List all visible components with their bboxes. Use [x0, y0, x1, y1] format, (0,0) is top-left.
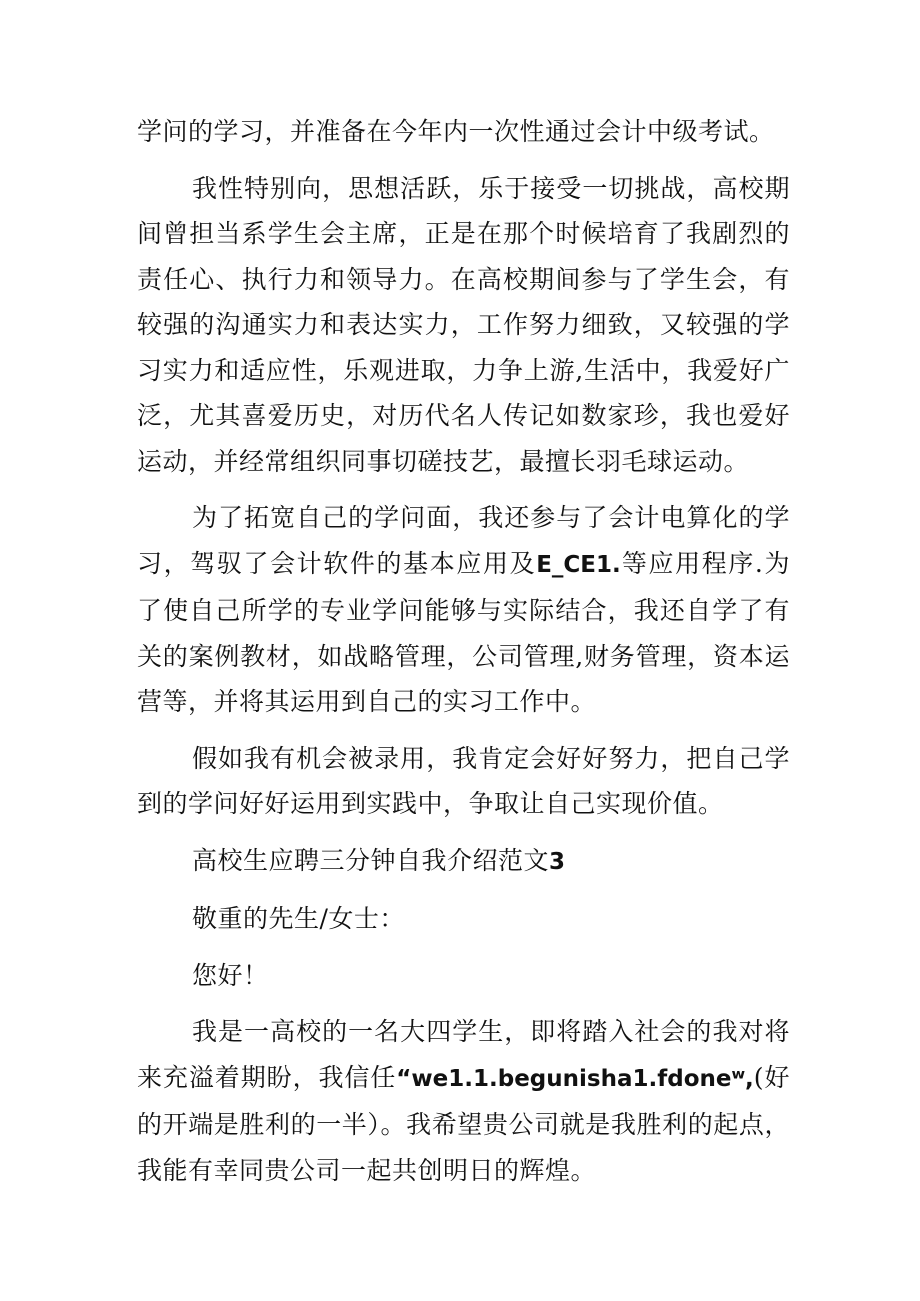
greeting-line: [137, 896, 790, 942]
paragraph-3-text-a: 为了拓宽自己的学问面，我还参与了会计电算化的学习，驾驭了会计软件的基本应用及: [137, 503, 790, 578]
paragraph-4-text: 假如我有机会被录用，我肯定会好好努力，把自己学到的学问好好运用到实践中，争取让自己实现价值。: [137, 743, 790, 818]
hello-line: [137, 953, 790, 999]
paragraph-1-text: 学问的学习，并准备在今年内一次性通过会计中级考试。: [137, 117, 775, 146]
closing-text-b: (好的开端是胜利的一半）。我希望贵公司就是我胜利的起点，我能有幸同贵公司一起共创明日的辉煌。: [137, 1062, 790, 1185]
paragraph-3: [137, 495, 790, 725]
section-heading-number: 3: [549, 848, 566, 875]
paragraph-3-program-name: E_CE1.: [536, 551, 621, 578]
closing-paragraph: [137, 1009, 790, 1193]
paragraph-2-text: 我性特别向，思想活跃，乐于接受一切挑战，高校期间曾担当系学生会主席，正是在那个时候培育了我剧烈的责任心、执行力和领导力。在高校期间参与了学生会，有较强的沟通实力和表达实力，工作努力细致，又较强的学习实力和适应性，乐观进取，力争上游,生活中，我爱好广泛，尤其喜爱历史，对历代名人传记如数家珍，我也爱好运动，并经常组织同事切磋技艺，最擅长羽毛球运动。: [137, 173, 790, 476]
paragraph-1: [137, 109, 790, 155]
closing-text-a: 我是一高校的一名大四学生，即将踏入社会的我对将来充溢着期盼，我信任: [137, 1017, 790, 1092]
section-heading: [137, 838, 790, 886]
paragraph-3-text-b: 等应用程序.为了使自己所学的专业学问能够与实际结合，我还自学了有关的案例教材，如战略管理，公司管理,财务管理，资本运营等，并将其运用到自己的实习工作中。: [137, 548, 790, 716]
section-heading-text: 高校生应聘三分钟自我介绍范文: [192, 845, 550, 875]
greeting-text: 敬重的先生/女士：: [192, 904, 405, 933]
hello-text: 您好！: [192, 960, 269, 990]
paragraph-2: [137, 166, 790, 485]
closing-quote: “we1.1.begunisha1.fdoneʷ,: [396, 1065, 754, 1092]
paragraph-4: [137, 736, 790, 827]
